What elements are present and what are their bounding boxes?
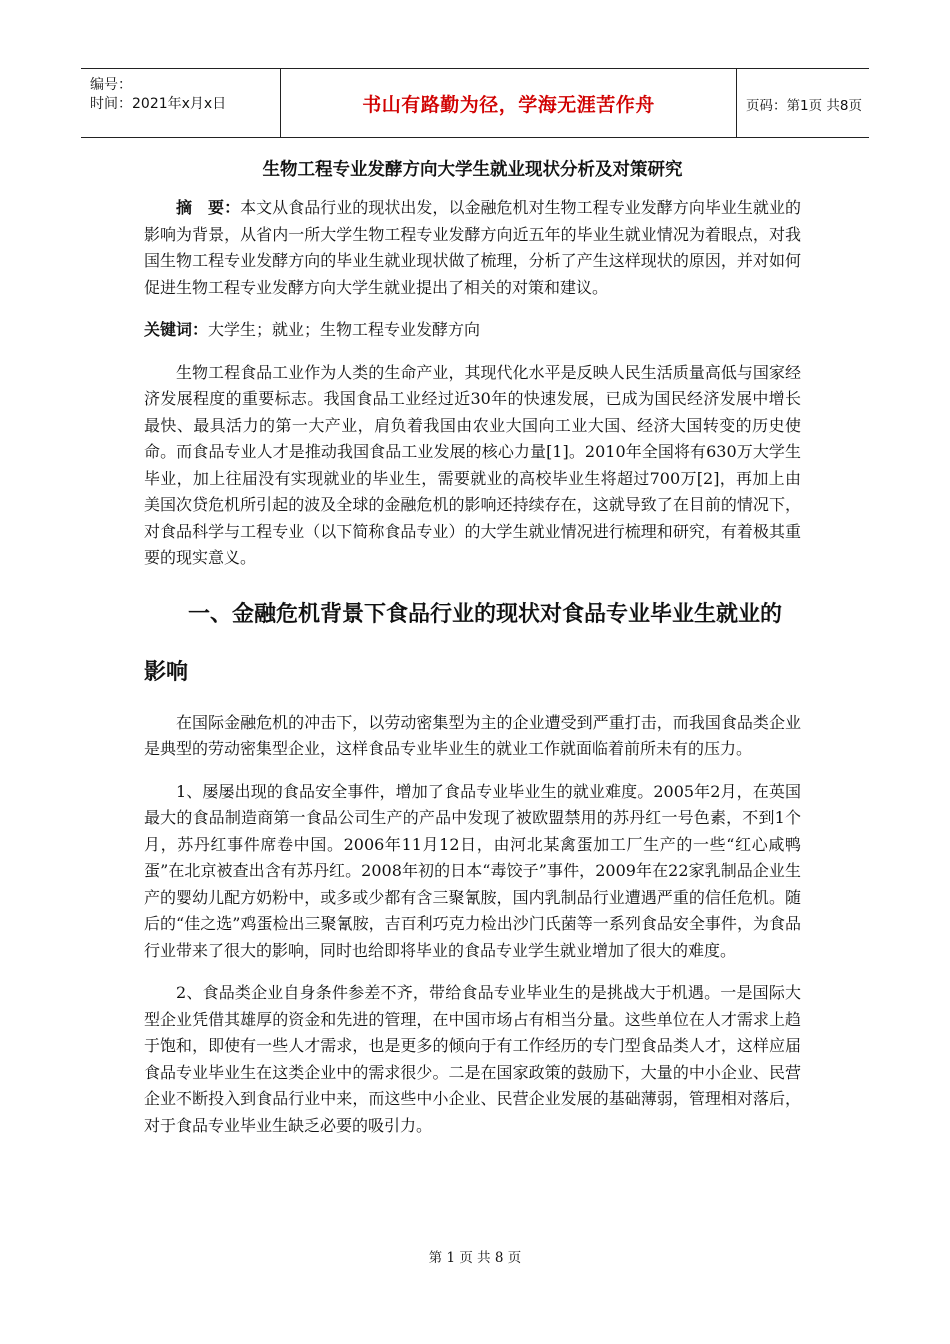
- document-date: 时间：2021年x月x日: [90, 96, 227, 112]
- header-page-info: 页码：第1页 共8页: [746, 98, 862, 114]
- keywords-label: 关键词：: [144, 320, 209, 339]
- intro-paragraph: 生物工程食品工业作为人类的生命产业，其现代化水平是反映人民生活质量高低与国家经济发展程度的重要标志。我国食品工业经过近30年的快速发展，已成为国民经济发展中增长最快、最具活力的第一大产业，肩负着我国由农业大国向工业大国、经济大国转变的历史使命。而食品专业人才是推动我国食品工业发展的核心力量[1]。2010年全国将有630万大学生毕业，加上往届没有实现就业的毕业生，需要就业的高校毕业生将超过700万[2]，再加上由美国次贷危机所引起的波及全球的金融危机的影响还持续存在，这就导致了在目前的情况下，对食品科学与工程专业（以下简称食品专业）的大学生就业情况进行梳理和研究，有着极其重要的现实意义。: [144, 362, 801, 567]
- abstract-text: 本文从食品行业的现状出发，以金融危机对生物工程专业发酵方向毕业生就业的影响为背景，从省内一所大学生物工程专业发酵方向近五年的毕业生就业情况为着眼点，对我国生物工程专业发酵方向的毕业生就业现状做了梳理，分析了产生这样现状的原因，并对如何促进生物工程专业发酵方向大学生就业提出了相关的对策和建议。: [144, 198, 801, 297]
- page-footer: 第 1 页 共 8 页: [428, 1250, 522, 1266]
- abstract-paragraph: [144, 195, 801, 301]
- point-1-paragraph: 1、屡屡出现的食品安全事件，增加了食品专业毕业生的就业难度。2005年2月，在英国最大的食品制造商第一食品公司生产的产品中发现了被欧盟禁用的苏丹红一号色素，不到1个月，苏丹红事件席卷中国。2006年11月12日，由河北某禽蛋加工厂生产的一些“红心咸鸭蛋”在北京被查出含有苏丹红。2008年初的日本“毒饺子”事件，2009年在22家乳制品企业生产的婴幼儿配方奶粉中，或多或少都有含三聚氰胺，国内乳制品行业遭遇严重的信任危机。随后的“佳之选”鸡蛋检出三聚氰胺，吉百利巧克力检出沙门氏菌等一系列食品安全事件，为食品行业带来了很大的影响，同时也给即将毕业的食品专业学生就业增加了很大的难度。: [144, 781, 801, 960]
- keywords-text: 大学生；就业；生物工程专业发酵方向: [208, 320, 481, 339]
- abstract-label: 摘 要：: [176, 198, 241, 217]
- document-body: [144, 156, 801, 1139]
- point-2-paragraph: 2、食品类企业自身条件参差不齐，带给食品专业毕业生的是挑战大于机遇。一是国际大型企业凭借其雄厚的资金和先进的管理，在中国市场占有相当分量。这些单位在人才需求上趋于饱和，即使有一些人才需求，也是更多的倾向于有工作经历的专门型食品类人才，这样应届食品专业毕业生在这类企业中的需求很少。二是在国家政策的鼓励下，大量的中小企业、民营企业不断投入到食品行业中来，而这些中小企业、民营企业发展的基础薄弱，管理相对落后，对于食品专业毕业生缺乏必要的吸引力。: [144, 983, 801, 1135]
- section-intro-paragraph: 在国际金融危机的冲击下，以劳动密集型为主的企业遭受到严重打击，而我国食品类企业是典型的劳动密集型企业，这样食品专业毕业生的就业工作就面临着前所未有的压力。: [144, 712, 801, 758]
- keywords-paragraph: [144, 317, 801, 344]
- document-title: 生物工程专业发酵方向大学生就业现状分析及对策研究: [262, 160, 683, 180]
- header-page-cell: [737, 69, 869, 137]
- document-number-label: 编号：: [90, 77, 132, 93]
- header-meta-cell: [81, 69, 280, 137]
- header-motto-cell: [280, 69, 737, 137]
- section-heading: 一、金融危机背景下食品行业的现状对食品专业毕业生就业的影响: [144, 601, 783, 685]
- header-table: [81, 68, 869, 138]
- header-motto: 书山有路勤为径，学海无涯苦作舟: [362, 94, 655, 116]
